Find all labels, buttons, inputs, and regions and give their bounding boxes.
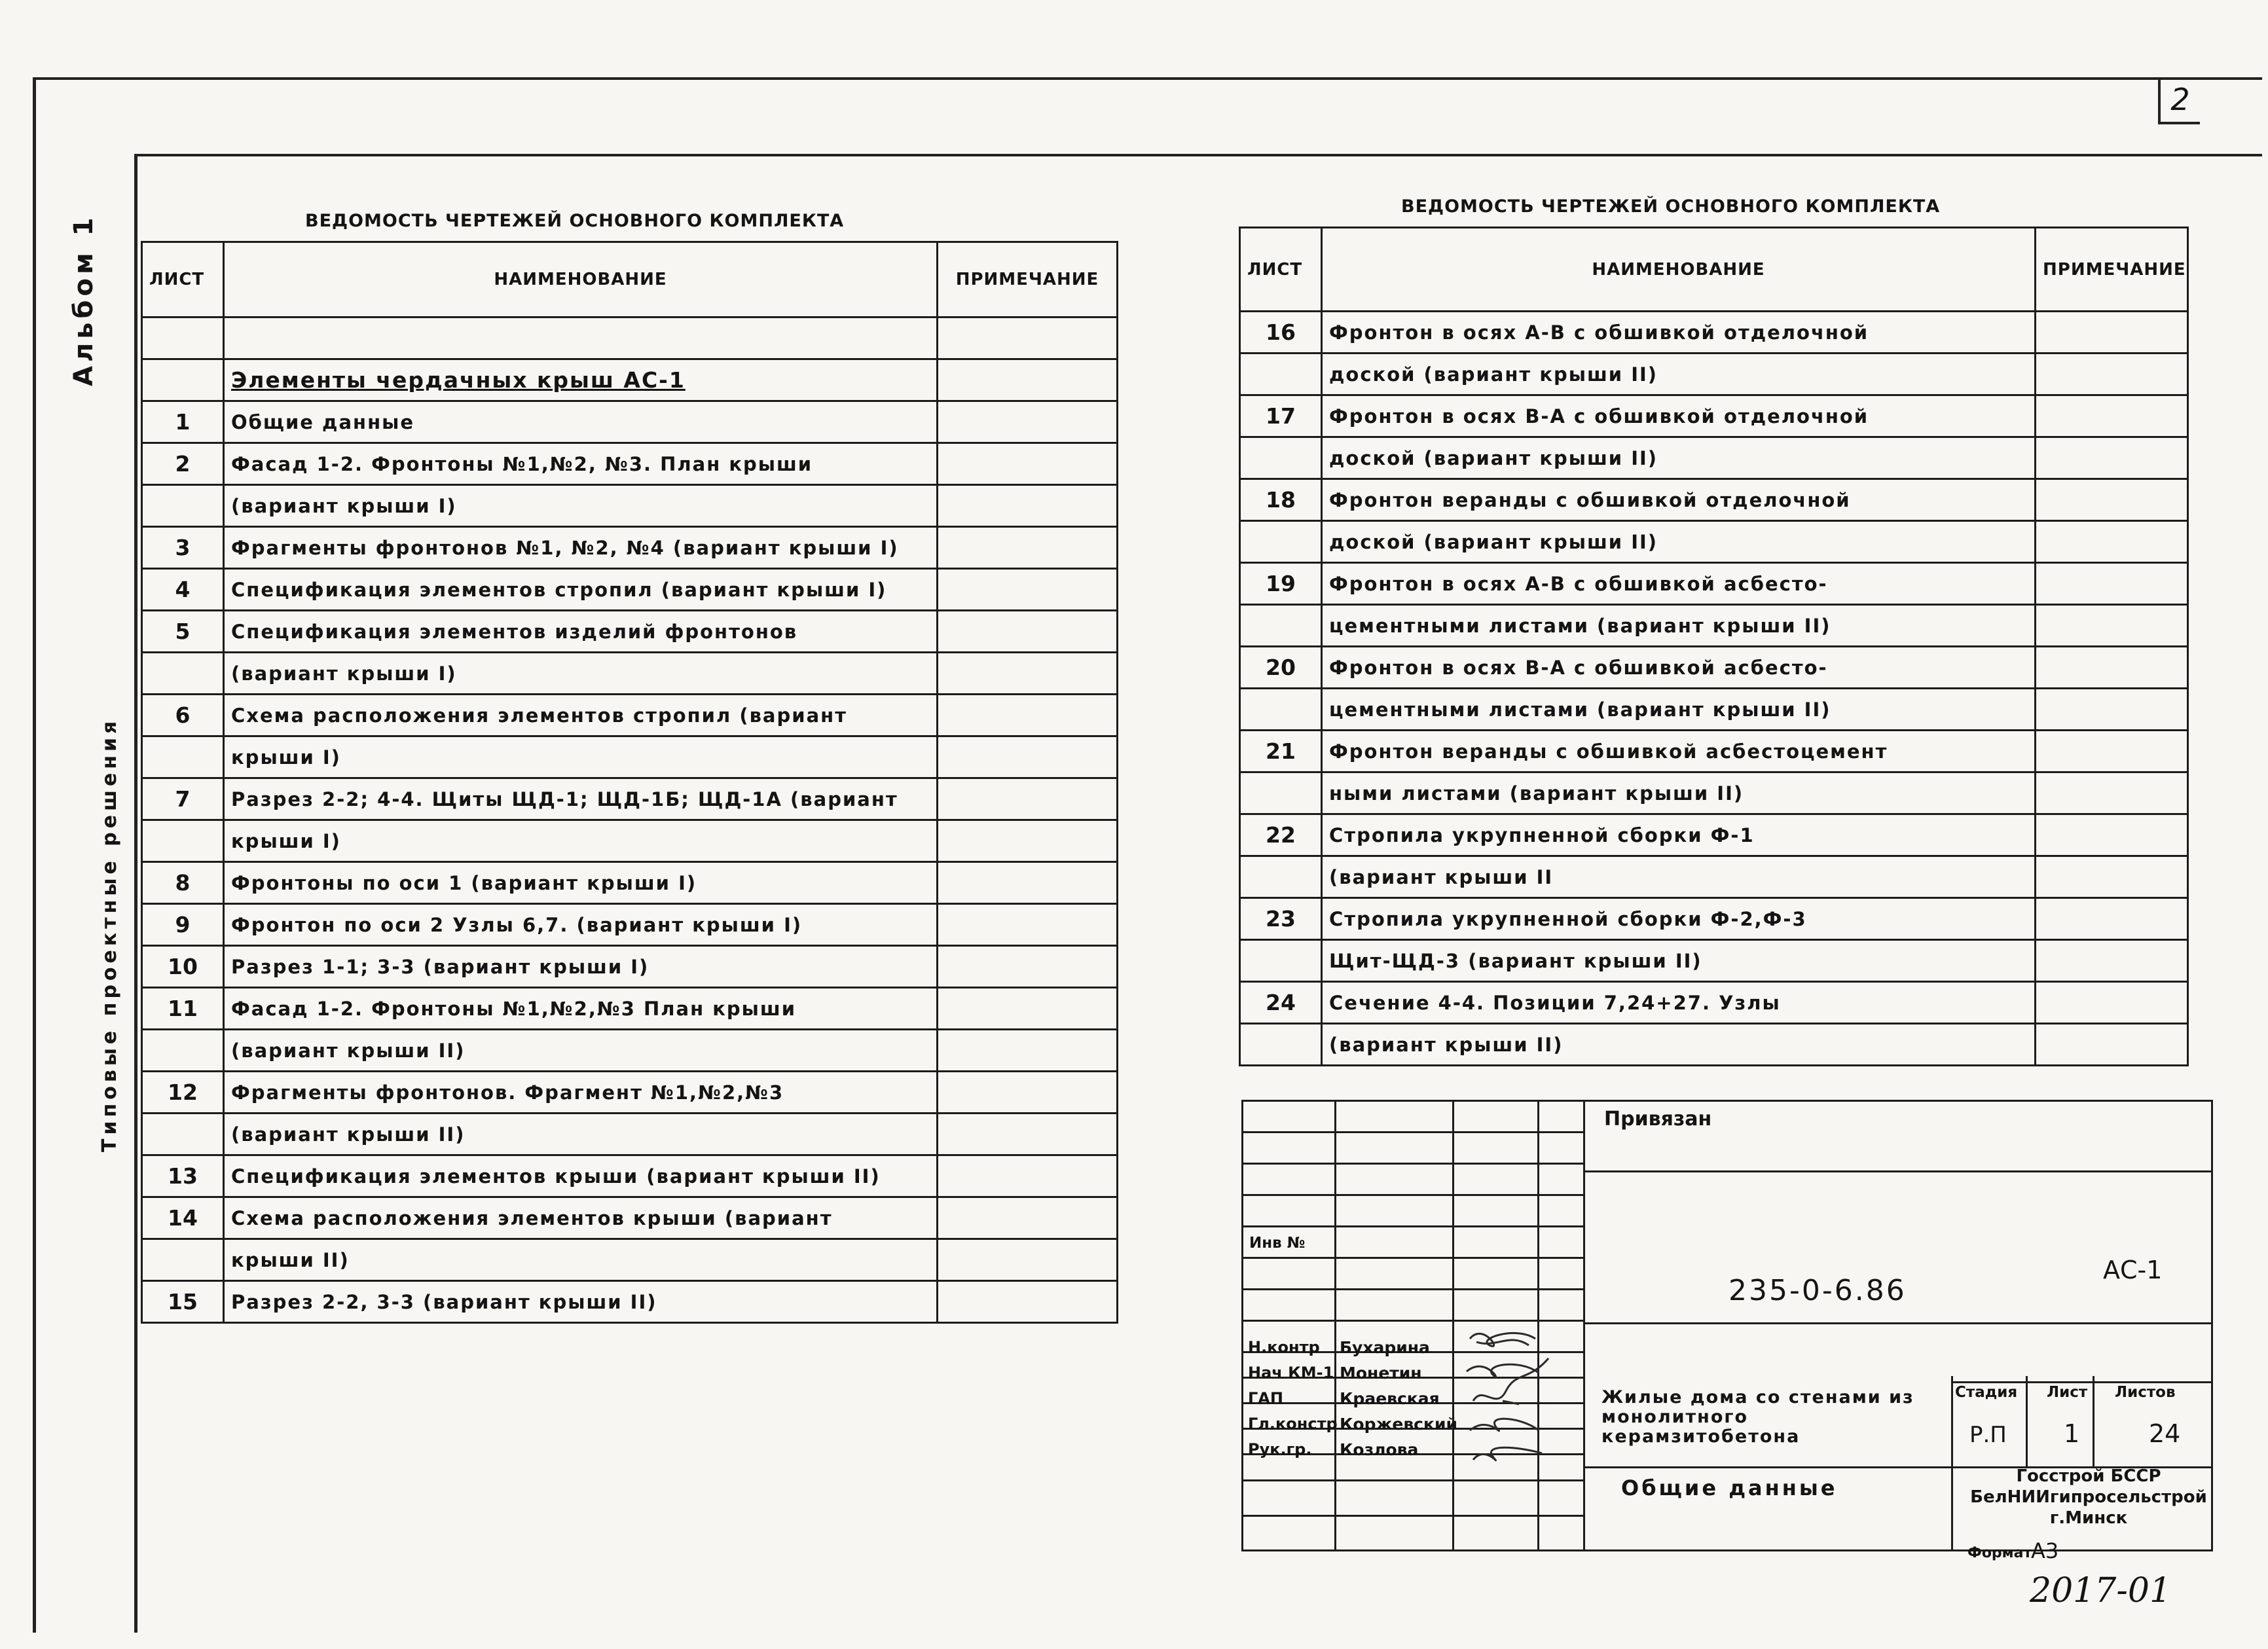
note-cell: [2036, 814, 2188, 856]
sheet-num-cell: 21: [1240, 731, 1322, 772]
left-table-title: ВЕДОМОСТЬ ЧЕРТЕЖЕЙ ОСНОВНОГО КОМПЛЕКТА: [305, 211, 845, 231]
note-cell: [2036, 1024, 2188, 1066]
note-cell: [2036, 856, 2188, 898]
note-cell: [2036, 647, 2188, 689]
person-name: Краевская: [1340, 1389, 1440, 1408]
album-label: Альбом 1: [69, 213, 99, 386]
sheets-value: 24: [2149, 1419, 2181, 1448]
person-name: Козлова: [1340, 1440, 1419, 1459]
table-row: [1240, 437, 2188, 479]
note-cell: [2036, 312, 2188, 353]
note-cell: [938, 653, 1118, 695]
drawing-name-cell: Фронтон в осях В-А с обшивкой асбесто-: [1322, 647, 2036, 689]
sheet-num-cell: [142, 1030, 224, 1072]
sheet-title: Общие данные: [1621, 1476, 1838, 1500]
drawing-name-cell: цементными листами (вариант крыши II): [1322, 689, 2036, 731]
note-cell: [2036, 940, 2188, 982]
drawing-name-cell: Фронтон веранды с обшивкой отделочной: [1322, 479, 2036, 521]
sheet-num-cell: 15: [142, 1281, 224, 1323]
table-row: [1240, 856, 2188, 898]
sheet-num-cell: 8: [142, 862, 224, 904]
note-cell: [938, 862, 1118, 904]
note-cell: [2036, 521, 2188, 563]
format-value: А3: [2031, 1538, 2059, 1563]
drawing-name-cell: Разрез 2-2; 4-4. Щиты ЩД-1; ЩД-1Б; ЩД-1А (вариант: [224, 778, 938, 820]
organization-line-1: Госстрой БССР: [2016, 1466, 2161, 1486]
organization-line-3: г.Минск: [2049, 1508, 2128, 1528]
drawing-name-cell: Стропила укрупненной сборки Ф-2,Ф-3: [1322, 898, 2036, 940]
table-row: [1240, 395, 2188, 437]
stage-label: Стадия: [1955, 1384, 2018, 1401]
note-cell: [2036, 731, 2188, 772]
sheet-num-cell: 10: [142, 946, 224, 988]
sheet-num-cell: 23: [1240, 898, 1322, 940]
sheet-num-cell: [142, 653, 224, 695]
table-row: [142, 1281, 1118, 1323]
note-cell: [938, 611, 1118, 653]
left-header-row: [142, 242, 1118, 317]
note-cell: [938, 736, 1118, 778]
note-cell: [2036, 689, 2188, 731]
table-row: [142, 1197, 1118, 1239]
sheets-label: Листов: [2115, 1384, 2176, 1401]
sheet-num-cell: 1: [142, 401, 224, 443]
sheet-num-cell: [1240, 940, 1322, 982]
sheet-num-cell: 19: [1240, 563, 1322, 605]
sheet-value: 1: [2064, 1419, 2080, 1448]
drawing-name-cell: Фасад 1-2. Фронтоны №1,№2, №3. План крыши: [224, 443, 938, 485]
note-cell: [2036, 353, 2188, 395]
sheet-num-cell: 20: [1240, 647, 1322, 689]
format-label: Формат: [1967, 1545, 2032, 1561]
drawing-name-cell: доской (вариант крыши II): [1322, 353, 2036, 395]
right-header-note: ПРИМЕЧАНИЕ: [2036, 228, 2188, 312]
note-cell: [938, 1281, 1118, 1323]
table-row: [1240, 898, 2188, 940]
left-header-name: НАИМЕНОВАНИЕ: [224, 242, 938, 317]
drawing-name-cell: Фронтон в осях А-В с обшивкой асбесто-: [1322, 563, 2036, 605]
note-cell: [938, 1155, 1118, 1197]
note-cell: [938, 1197, 1118, 1239]
table-row: [142, 443, 1118, 485]
table-row: [142, 1114, 1118, 1155]
stage-value: Р.П: [1969, 1422, 2007, 1448]
left-header-num: ЛИСТ: [142, 242, 224, 317]
table-row: [142, 485, 1118, 527]
table-row: [1240, 1024, 2188, 1066]
drawing-name-cell: Фронтон по оси 2 Узлы 6,7. (вариант крыши I): [224, 904, 938, 946]
note-cell: [938, 1072, 1118, 1114]
sheet-num-cell: 7: [142, 778, 224, 820]
table-row: [142, 862, 1118, 904]
table-row: [142, 401, 1118, 443]
note-cell: [938, 485, 1118, 527]
drawing-name-cell: Щит-ЩД-3 (вариант крыши II): [1322, 940, 2036, 982]
table-row: [1240, 940, 2188, 982]
drawing-name-cell: Сечение 4-4. Позиции 7,24+27. Узлы: [1322, 982, 2036, 1024]
left-drawing-list: [141, 241, 1118, 1324]
drawing-name-cell: Фронтон в осях В-А с обшивкой отделочной: [1322, 395, 2036, 437]
note-cell: [2036, 563, 2188, 605]
table-row: [142, 527, 1118, 569]
drawing-name-cell: Схема расположения элементов крыши (вариант: [224, 1197, 938, 1239]
drawing-name-cell: (вариант крыши II): [224, 1030, 938, 1072]
note-cell: [938, 946, 1118, 988]
note-cell: [2036, 605, 2188, 647]
sheet-num-cell: 4: [142, 569, 224, 611]
role-label: Нач КМ-1: [1248, 1364, 1334, 1382]
set-code: АС-1: [2103, 1256, 2163, 1284]
sheet-num-cell: 24: [1240, 982, 1322, 1024]
table-row: [142, 778, 1118, 820]
drawing-name-cell: Схема расположения элементов стропил (вариант: [224, 695, 938, 736]
sheet-num-cell: [142, 1239, 224, 1281]
person-name: Монетин: [1340, 1364, 1422, 1383]
table-row: [142, 988, 1118, 1030]
drawing-name-cell: Разрез 1-1; 3-3 (вариант крыши I): [224, 946, 938, 988]
sheet-num-cell: [1240, 437, 1322, 479]
drawing-name-cell: Общие данные: [224, 401, 938, 443]
sheet-num-cell: 22: [1240, 814, 1322, 856]
table-row: [1240, 521, 2188, 563]
archive-code: 2017-01: [2030, 1571, 2172, 1610]
table-row: [142, 1030, 1118, 1072]
right-table-title: ВЕДОМОСТЬ ЧЕРТЕЖЕЙ ОСНОВНОГО КОМПЛЕКТА: [1401, 196, 1941, 217]
sheet-num-cell: [1240, 689, 1322, 731]
table-row: [1240, 647, 2188, 689]
table-row: [1240, 479, 2188, 521]
note-cell: [2036, 982, 2188, 1024]
note-cell: [2036, 772, 2188, 814]
sheet-num-cell: [142, 820, 224, 862]
attached-label: Привязан: [1604, 1108, 1712, 1131]
note-cell: [938, 401, 1118, 443]
table-row: [1240, 731, 2188, 772]
note-cell: [938, 1030, 1118, 1072]
sheet-num-cell: [142, 736, 224, 778]
sheet-num-cell: 14: [142, 1197, 224, 1239]
drawing-name-cell: (вариант крыши II): [1322, 1024, 2036, 1066]
drawing-name-cell: Фронтоны по оси 1 (вариант крыши I): [224, 862, 938, 904]
sheet-num-cell: 16: [1240, 312, 1322, 353]
table-row: [1240, 605, 2188, 647]
right-header-num: ЛИСТ: [1240, 228, 1322, 312]
right-header-row: [1240, 228, 2188, 312]
drawing-name-cell: Фасад 1-2. Фронтоны №1,№2,№3 План крыши: [224, 988, 938, 1030]
right-header-name: НАИМЕНОВАНИЕ: [1322, 228, 2036, 312]
table-row: [1240, 689, 2188, 731]
table-row: [142, 1239, 1118, 1281]
drawing-name-cell: (вариант крыши I): [224, 653, 938, 695]
sheet-num-cell: 6: [142, 695, 224, 736]
role-label: Гл.констр: [1248, 1415, 1338, 1433]
note-cell: [938, 695, 1118, 736]
section-heading: Элементы чердачных крыш АС-1: [224, 359, 938, 401]
sheet-num-cell: [142, 485, 224, 527]
drawing-name-cell: (вариант крыши I): [224, 485, 938, 527]
sheet-num-cell: 12: [142, 1072, 224, 1114]
table-row: [142, 1072, 1118, 1114]
table-row: [1240, 563, 2188, 605]
table-row: [1240, 312, 2188, 353]
table-row: [142, 611, 1118, 653]
note-cell: [938, 1114, 1118, 1155]
organization-line-2: БелНИИгипросельстрой: [1970, 1487, 2207, 1507]
drawing-name-cell: Спецификация элементов стропил (вариант крыши I): [224, 569, 938, 611]
drawing-name-cell: крыши I): [224, 736, 938, 778]
note-cell: [2036, 479, 2188, 521]
note-cell: [938, 988, 1118, 1030]
drawing-name-cell: Разрез 2-2, 3-3 (вариант крыши II): [224, 1281, 938, 1323]
table-row: [142, 904, 1118, 946]
sheet-num-cell: [1240, 856, 1322, 898]
person-name: Бухарина: [1340, 1338, 1430, 1357]
sheet-num-cell: [1240, 521, 1322, 563]
drawing-name-cell: доской (вариант крыши II): [1322, 437, 2036, 479]
drawing-name-cell: Фронтон в осях А-В с обшивкой отделочной: [1322, 312, 2036, 353]
document-code: 235-0-6.86: [1728, 1274, 1907, 1307]
table-row: [142, 569, 1118, 611]
note-cell: [938, 904, 1118, 946]
note-cell: [938, 1239, 1118, 1281]
left-header-note: ПРИМЕЧАНИЕ: [938, 242, 1118, 317]
sheet-num-cell: [1240, 772, 1322, 814]
table-row: [1240, 982, 2188, 1024]
note-cell: [2036, 437, 2188, 479]
note-cell: [938, 820, 1118, 862]
series-label: Типовые проектные решения: [98, 717, 121, 1152]
sheet-num-cell: 13: [142, 1155, 224, 1197]
drawing-name-cell: Спецификация элементов крыши (вариант крыши II): [224, 1155, 938, 1197]
drawing-name-cell: Фронтон веранды с обшивкой асбестоцемент: [1322, 731, 2036, 772]
drawing-name-cell: крыши II): [224, 1239, 938, 1281]
sheet-num-cell: 5: [142, 611, 224, 653]
table-row: [1240, 772, 2188, 814]
sheet-label: Лист: [2047, 1384, 2088, 1401]
sheet-num-cell: 17: [1240, 395, 1322, 437]
table-row: [142, 1155, 1118, 1197]
note-cell: [938, 527, 1118, 569]
sheet-num-cell: [1240, 1024, 1322, 1066]
role-label: Н.контр: [1248, 1338, 1320, 1356]
sheet-num-cell: 9: [142, 904, 224, 946]
table-row: [142, 695, 1118, 736]
sheet-num-cell: 3: [142, 527, 224, 569]
note-cell: [938, 778, 1118, 820]
left-section-row: [142, 359, 1118, 401]
sheet-num-cell: 2: [142, 443, 224, 485]
drawing-name-cell: цементными листами (вариант крыши II): [1322, 605, 2036, 647]
table-row: [142, 820, 1118, 862]
sheet-num-cell: [142, 1114, 224, 1155]
person-name: Коржевский: [1340, 1415, 1457, 1434]
sheet-num-cell: 18: [1240, 479, 1322, 521]
note-cell: [938, 443, 1118, 485]
role-label: ГАП: [1248, 1389, 1283, 1407]
inventory-label: Инв №: [1249, 1235, 1306, 1252]
note-cell: [2036, 898, 2188, 940]
note-cell: [2036, 395, 2188, 437]
drawing-name-cell: Фрагменты фронтонов. Фрагмент №1,№2,№3: [224, 1072, 938, 1114]
drawing-name-cell: (вариант крыши II): [224, 1114, 938, 1155]
sheet-number: 2: [2158, 77, 2200, 124]
sheet-num-cell: [1240, 605, 1322, 647]
drawing-name-cell: (вариант крыши II: [1322, 856, 2036, 898]
signatures: [1457, 1319, 1562, 1483]
table-row: [142, 736, 1118, 778]
role-label: Рук.гр.: [1248, 1440, 1312, 1459]
table-row: [1240, 814, 2188, 856]
note-cell: [938, 569, 1118, 611]
table-row: [1240, 353, 2188, 395]
drawing-name-cell: ными листами (вариант крыши II): [1322, 772, 2036, 814]
drawing-name-cell: крыши I): [224, 820, 938, 862]
drawing-name-cell: доской (вариант крыши II): [1322, 521, 2036, 563]
table-row: [142, 653, 1118, 695]
drawing-name-cell: Спецификация элементов изделий фронтонов: [224, 611, 938, 653]
table-row: [142, 946, 1118, 988]
left-blank-row: [142, 317, 1118, 359]
drawing-name-cell: Стропила укрупненной сборки Ф-1: [1322, 814, 2036, 856]
right-drawing-list: [1239, 227, 2189, 1066]
project-name: Жилые дома со стенами из монолитного керамзитобетона: [1601, 1387, 1914, 1447]
sheet-num-cell: [1240, 353, 1322, 395]
drawing-name-cell: Фрагменты фронтонов №1, №2, №4 (вариант крыши I): [224, 527, 938, 569]
sheet-num-cell: 11: [142, 988, 224, 1030]
